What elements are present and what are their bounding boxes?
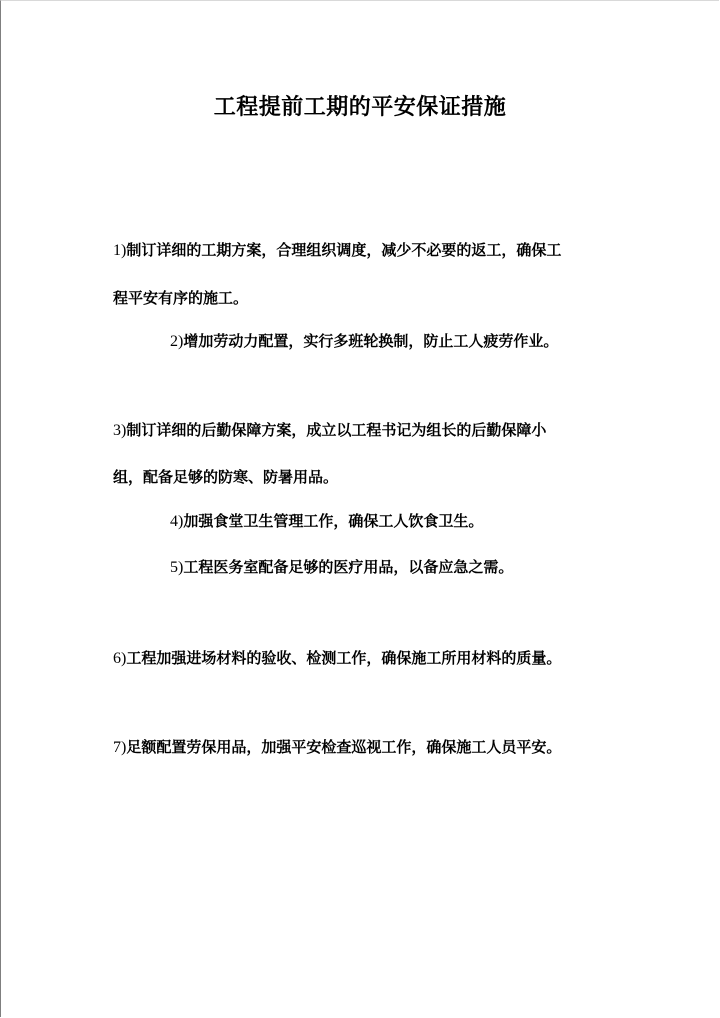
item-2 (170, 331, 558, 352)
item-2-text: 增加劳动力配置，实行多班轮换制，防止工人疲劳作业。 (183, 332, 559, 350)
item-1-text: 制订详细的工期方案，合理组织调度，减少不必要的返工，确保工 (126, 241, 562, 259)
item-7-text: 足额配置劳保用品，加强平安检查巡视工作，确保施工人员平安。 (126, 738, 562, 756)
item-1-line-2: 程平安有序的施工。 (113, 289, 249, 307)
item-5-number: 5) (170, 559, 184, 576)
item-1-line-1 (113, 240, 561, 261)
item-3-text: 制订详细的后勤保障方案，成立以工程书记为组长的后勤保障小 (126, 421, 547, 439)
item-2-number: 2) (170, 333, 184, 350)
item-3-line-2: 组，配备足够的防寒、防暑用品。 (113, 468, 339, 486)
item-4-text: 加强食堂卫生管理工作，确保工人饮食卫生。 (183, 512, 484, 530)
document-title: 工程提前工期的平安保证措施 (213, 95, 507, 120)
item-7 (113, 737, 561, 758)
item-6 (113, 648, 561, 669)
item-5-text: 工程医务室配备足够的医疗用品，以备应急之需。 (183, 558, 514, 576)
item-5 (170, 557, 513, 578)
item-6-text: 工程加强进场材料的验收、检测工作，确保施工所用材料的质量。 (126, 649, 562, 667)
item-4 (170, 511, 483, 532)
item-6-number: 6) (113, 650, 127, 667)
item-3-line-1 (113, 420, 546, 441)
item-3-number: 3) (113, 422, 127, 439)
item-4-number: 4) (170, 513, 184, 530)
item-7-number: 7) (113, 739, 127, 756)
item-1-number: 1) (113, 242, 127, 259)
